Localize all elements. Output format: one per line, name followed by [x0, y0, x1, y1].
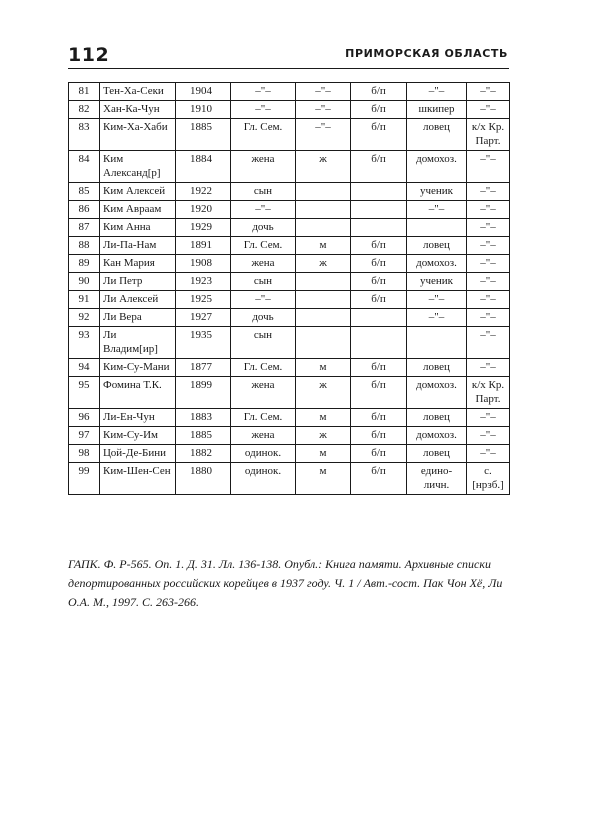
sex-cell: м [296, 463, 351, 495]
table-row [69, 291, 510, 309]
row-number-cell: 87 [69, 219, 100, 237]
row-number-cell: 84 [69, 151, 100, 183]
family-role-cell: сын [231, 183, 296, 201]
person-name-cell: Ким Авраам [100, 201, 176, 219]
party-status-cell: б/п [351, 255, 407, 273]
occupation-cell: ловец [407, 237, 467, 255]
occupation-cell: домохоз. [407, 427, 467, 445]
birth-year-cell: 1884 [176, 151, 231, 183]
table-row [69, 359, 510, 377]
workplace-cell: –"– [467, 359, 510, 377]
workplace-cell: –"– [467, 309, 510, 327]
birth-year-cell: 1891 [176, 237, 231, 255]
page-number: 112 [68, 44, 110, 66]
party-status-cell: б/п [351, 151, 407, 183]
workplace-cell: –"– [467, 83, 510, 101]
row-number-cell: 99 [69, 463, 100, 495]
party-status-cell: б/п [351, 463, 407, 495]
person-name-cell: Ким Анна [100, 219, 176, 237]
workplace-cell: с. [нрзб.] [467, 463, 510, 495]
party-status-cell: б/п [351, 237, 407, 255]
birth-year-cell: 1935 [176, 327, 231, 359]
sex-cell: м [296, 359, 351, 377]
occupation-cell: домохоз. [407, 377, 467, 409]
sex-cell: м [296, 409, 351, 427]
row-number-cell: 89 [69, 255, 100, 273]
family-role-cell: –"– [231, 201, 296, 219]
occupation-cell: –"– [407, 83, 467, 101]
row-number-cell: 92 [69, 309, 100, 327]
table-row [69, 201, 510, 219]
table-row [69, 83, 510, 101]
family-role-cell: дочь [231, 309, 296, 327]
person-name-cell: Кан Мария [100, 255, 176, 273]
table-row [69, 409, 510, 427]
workplace-cell: –"– [467, 445, 510, 463]
birth-year-cell: 1929 [176, 219, 231, 237]
running-head: ПРИМОРСКАЯ ОБЛАСТЬ [345, 47, 508, 60]
row-number-cell: 94 [69, 359, 100, 377]
family-role-cell: сын [231, 327, 296, 359]
workplace-cell: к/х Кр. Парт. [467, 377, 510, 409]
row-number-cell: 97 [69, 427, 100, 445]
workplace-cell: –"– [467, 201, 510, 219]
table-row [69, 309, 510, 327]
sex-cell [296, 219, 351, 237]
occupation-cell: ловец [407, 409, 467, 427]
occupation-cell: едино- личн. [407, 463, 467, 495]
person-name-cell: Тен-Ха-Секи [100, 83, 176, 101]
row-number-cell: 93 [69, 327, 100, 359]
party-status-cell: б/п [351, 377, 407, 409]
party-status-cell: б/п [351, 101, 407, 119]
source-note: ГАПК. Ф. Р-565. Оп. 1. Д. 31. Лл. 136-138. Опубл.: Книга памяти. Архивные списки депортированных российских корейцев в 1937 году. Ч. 1 / Авт.-сост. Пак Чон Хё, Ли О.А. М., 1997. С. 263-266. [68, 557, 503, 609]
family-role-cell: жена [231, 427, 296, 445]
person-name-cell: Фомина Т.К. [100, 377, 176, 409]
family-role-cell: жена [231, 151, 296, 183]
occupation-cell: ловец [407, 445, 467, 463]
occupation-cell [407, 327, 467, 359]
row-number-cell: 91 [69, 291, 100, 309]
occupation-cell: –"– [407, 291, 467, 309]
occupation-cell: –"– [407, 309, 467, 327]
workplace-cell: –"– [467, 219, 510, 237]
sex-cell [296, 291, 351, 309]
sex-cell: –"– [296, 101, 351, 119]
occupation-cell: ловец [407, 359, 467, 377]
person-name-cell: Ким-Су-Им [100, 427, 176, 445]
row-number-cell: 88 [69, 237, 100, 255]
occupation-cell: ученик [407, 273, 467, 291]
workplace-cell: –"– [467, 327, 510, 359]
occupation-cell: шкипер [407, 101, 467, 119]
table-row [69, 327, 510, 359]
birth-year-cell: 1922 [176, 183, 231, 201]
party-status-cell [351, 183, 407, 201]
sex-cell: ж [296, 427, 351, 445]
person-name-cell: Ким Алексей [100, 183, 176, 201]
table-row [69, 427, 510, 445]
row-number-cell: 90 [69, 273, 100, 291]
birth-year-cell: 1877 [176, 359, 231, 377]
occupation-cell [407, 219, 467, 237]
family-role-cell: –"– [231, 83, 296, 101]
birth-year-cell: 1880 [176, 463, 231, 495]
table-row [69, 255, 510, 273]
family-role-cell: дочь [231, 219, 296, 237]
occupation-cell: домохоз. [407, 255, 467, 273]
family-role-cell: одинок. [231, 463, 296, 495]
birth-year-cell: 1885 [176, 427, 231, 445]
party-status-cell [351, 219, 407, 237]
workplace-cell: –"– [467, 273, 510, 291]
row-number-cell: 83 [69, 119, 100, 151]
person-name-cell: Цой-Де-Бини [100, 445, 176, 463]
birth-year-cell: 1923 [176, 273, 231, 291]
family-role-cell: –"– [231, 101, 296, 119]
party-status-cell: б/п [351, 445, 407, 463]
sex-cell: ж [296, 377, 351, 409]
workplace-cell: –"– [467, 409, 510, 427]
person-name-cell: Ли-Ен-Чун [100, 409, 176, 427]
sex-cell: ж [296, 151, 351, 183]
person-name-cell: Хан-Ка-Чун [100, 101, 176, 119]
party-status-cell: б/п [351, 273, 407, 291]
table-row [69, 101, 510, 119]
row-number-cell: 82 [69, 101, 100, 119]
table-row [69, 463, 510, 495]
person-name-cell: Ким-Су-Мани [100, 359, 176, 377]
table-row [69, 273, 510, 291]
workplace-cell: –"– [467, 255, 510, 273]
deportation-list-table [68, 82, 510, 495]
occupation-cell: –"– [407, 201, 467, 219]
party-status-cell: б/п [351, 409, 407, 427]
occupation-cell: домохоз. [407, 151, 467, 183]
party-status-cell [351, 201, 407, 219]
family-role-cell: одинок. [231, 445, 296, 463]
party-status-cell: б/п [351, 291, 407, 309]
workplace-cell: –"– [467, 427, 510, 445]
family-role-cell: –"– [231, 291, 296, 309]
table-row [69, 119, 510, 151]
sex-cell: ж [296, 255, 351, 273]
birth-year-cell: 1908 [176, 255, 231, 273]
header-rule [68, 68, 509, 69]
person-name-cell: Ким-Ха-Хаби [100, 119, 176, 151]
row-number-cell: 96 [69, 409, 100, 427]
person-name-cell: Ким Александ[р] [100, 151, 176, 183]
sex-cell [296, 273, 351, 291]
person-name-cell: Ли Петр [100, 273, 176, 291]
family-role-cell: Гл. Сем. [231, 359, 296, 377]
party-status-cell: б/п [351, 427, 407, 445]
workplace-cell: –"– [467, 183, 510, 201]
workplace-cell: –"– [467, 101, 510, 119]
birth-year-cell: 1899 [176, 377, 231, 409]
row-number-cell: 95 [69, 377, 100, 409]
birth-year-cell: 1883 [176, 409, 231, 427]
sex-cell: м [296, 237, 351, 255]
family-role-cell: Гл. Сем. [231, 237, 296, 255]
sex-cell: –"– [296, 83, 351, 101]
birth-year-cell: 1882 [176, 445, 231, 463]
family-role-cell: жена [231, 255, 296, 273]
person-name-cell: Ли Владим[ир] [100, 327, 176, 359]
row-number-cell: 85 [69, 183, 100, 201]
family-role-cell: Гл. Сем. [231, 119, 296, 151]
workplace-cell: –"– [467, 151, 510, 183]
party-status-cell: б/п [351, 119, 407, 151]
table-row [69, 219, 510, 237]
person-name-cell: Ким-Шен-Сен [100, 463, 176, 495]
workplace-cell: к/х Кр. Парт. [467, 119, 510, 151]
birth-year-cell: 1925 [176, 291, 231, 309]
table-row [69, 237, 510, 255]
table-row [69, 151, 510, 183]
party-status-cell: б/п [351, 83, 407, 101]
family-role-cell: Гл. Сем. [231, 409, 296, 427]
row-number-cell: 98 [69, 445, 100, 463]
sex-cell [296, 183, 351, 201]
table-row [69, 377, 510, 409]
sex-cell: –"– [296, 119, 351, 151]
workplace-cell: –"– [467, 237, 510, 255]
row-number-cell: 86 [69, 201, 100, 219]
person-name-cell: Ли-Па-Нам [100, 237, 176, 255]
row-number-cell: 81 [69, 83, 100, 101]
party-status-cell [351, 309, 407, 327]
family-role-cell: жена [231, 377, 296, 409]
sex-cell [296, 201, 351, 219]
workplace-cell: –"– [467, 291, 510, 309]
birth-year-cell: 1920 [176, 201, 231, 219]
sex-cell [296, 309, 351, 327]
table-row [69, 445, 510, 463]
birth-year-cell: 1904 [176, 83, 231, 101]
occupation-cell: ученик [407, 183, 467, 201]
sex-cell [296, 327, 351, 359]
birth-year-cell: 1927 [176, 309, 231, 327]
occupation-cell: ловец [407, 119, 467, 151]
party-status-cell: б/п [351, 359, 407, 377]
table-body [69, 83, 510, 495]
table-row [69, 183, 510, 201]
family-role-cell: сын [231, 273, 296, 291]
person-name-cell: Ли Алексей [100, 291, 176, 309]
sex-cell: м [296, 445, 351, 463]
birth-year-cell: 1910 [176, 101, 231, 119]
birth-year-cell: 1885 [176, 119, 231, 151]
person-name-cell: Ли Вера [100, 309, 176, 327]
party-status-cell [351, 327, 407, 359]
